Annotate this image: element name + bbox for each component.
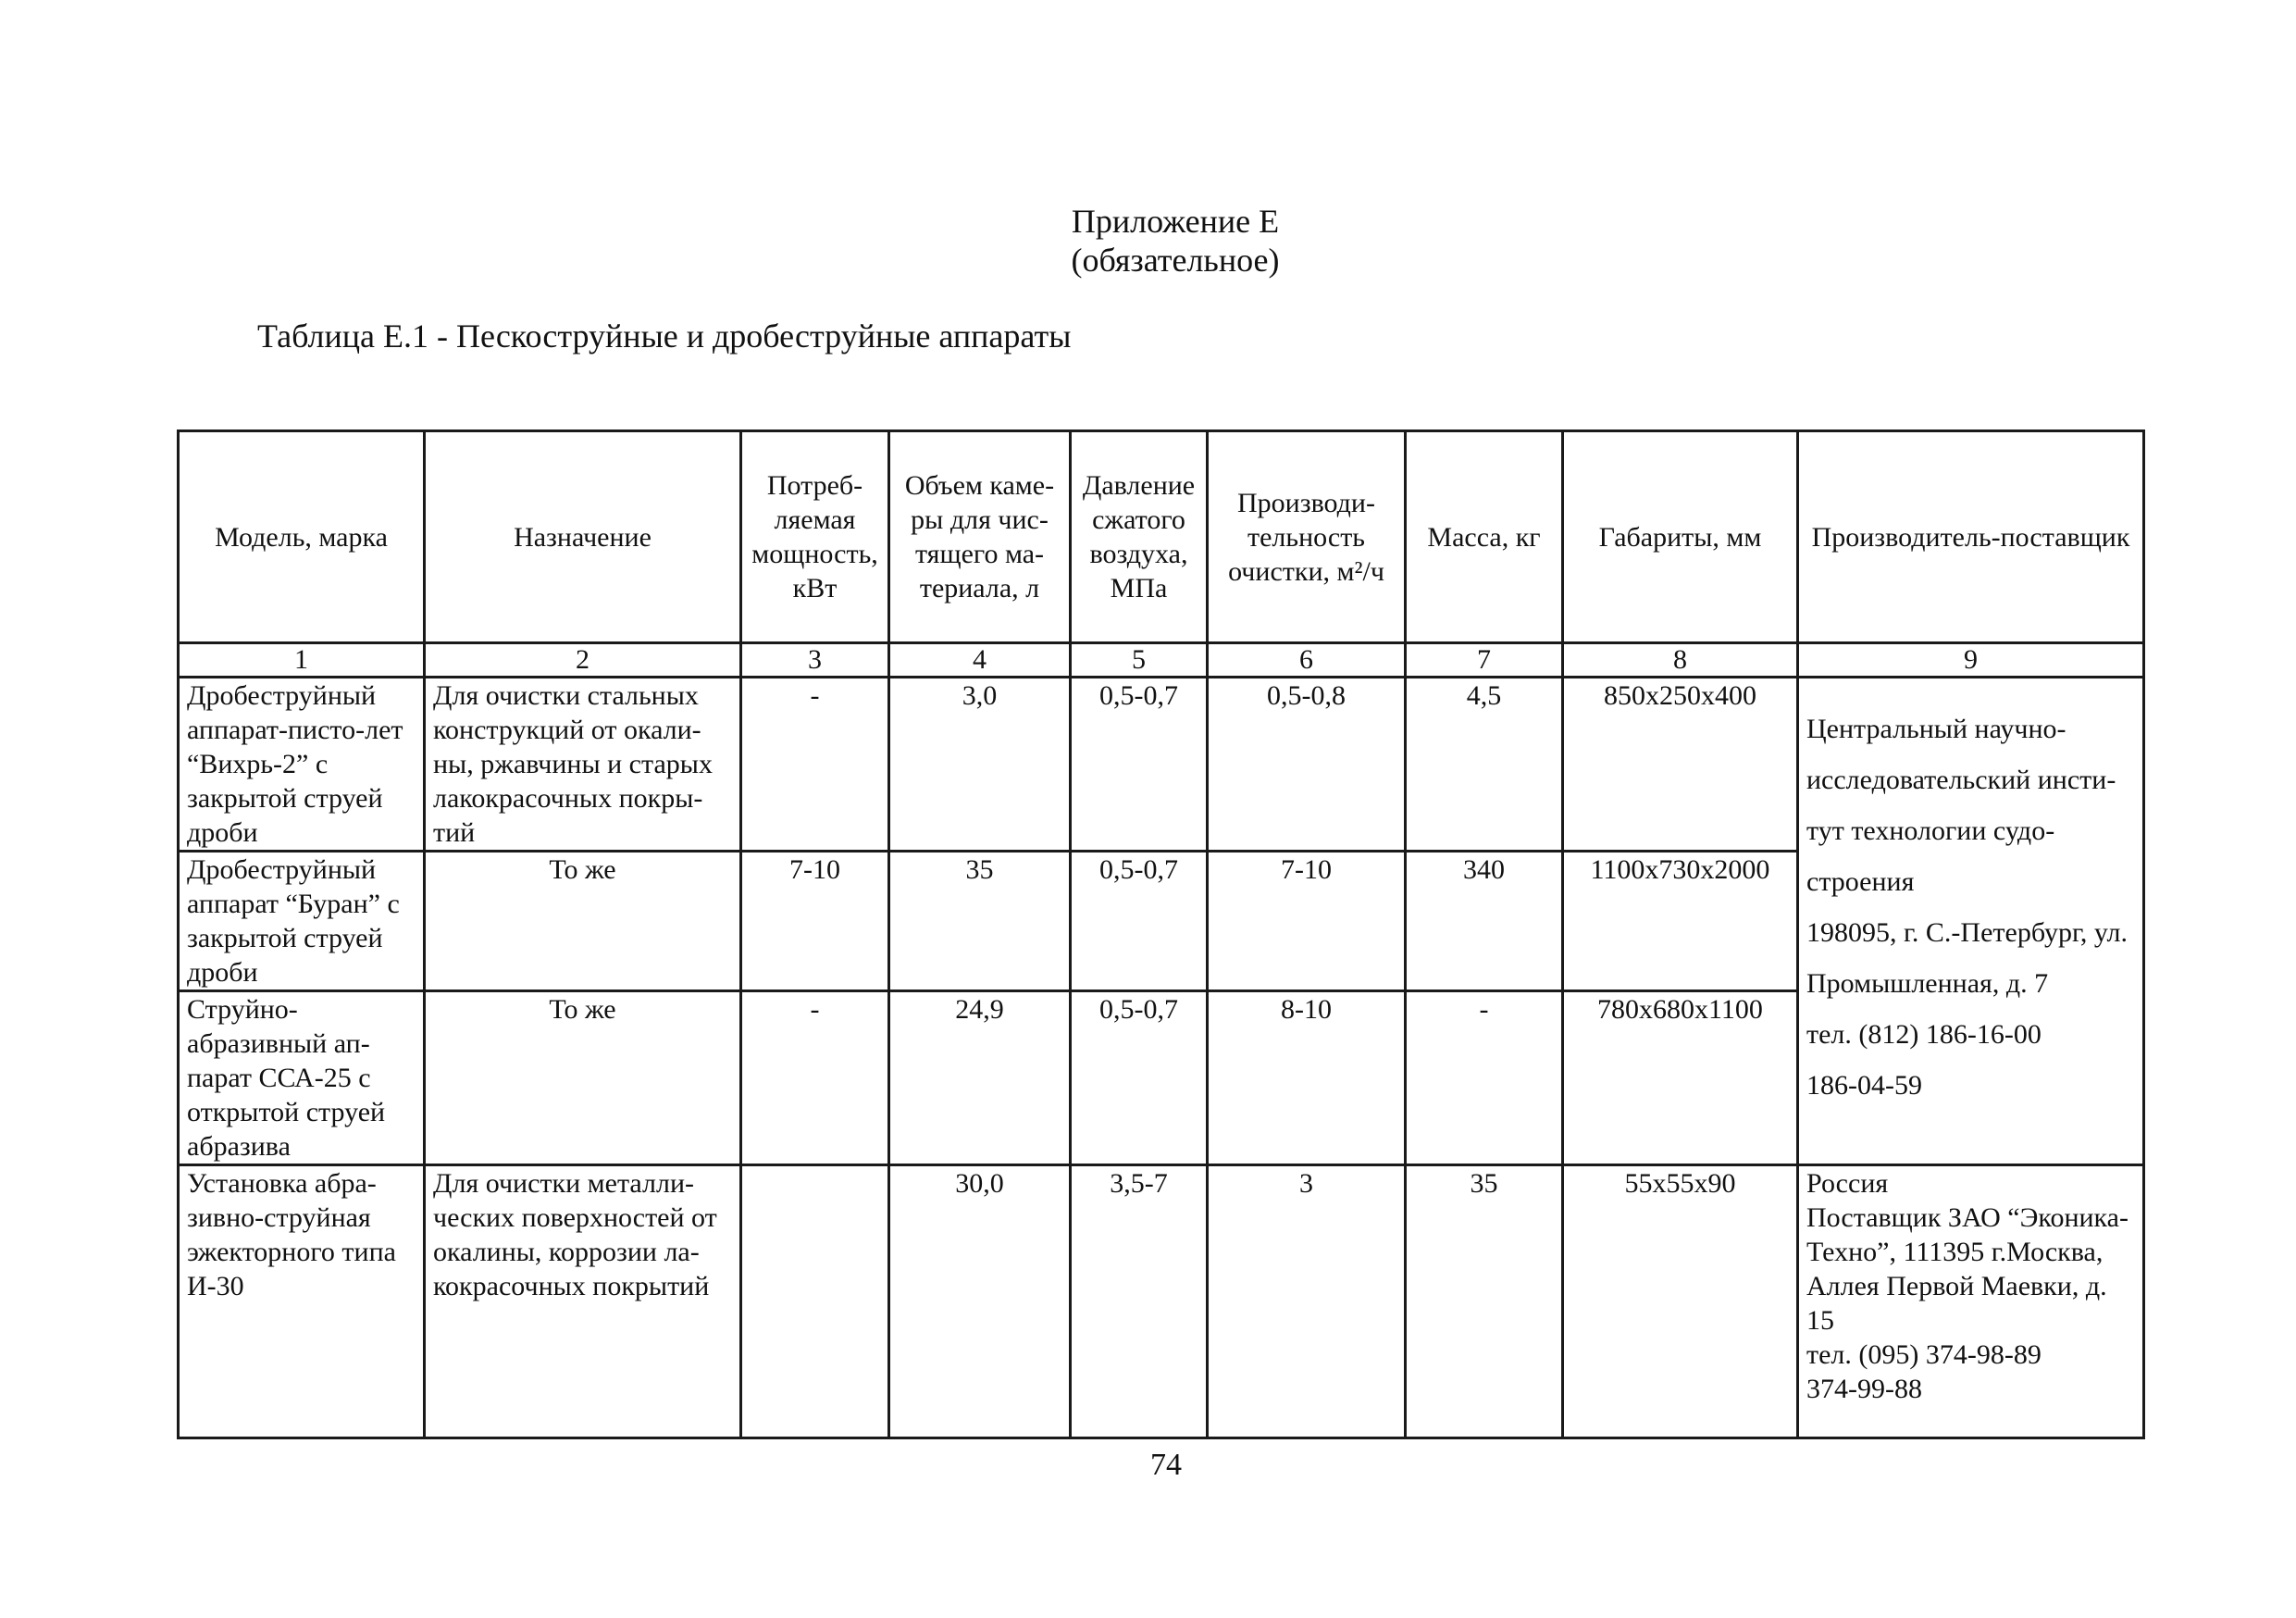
purpose-cell: То же <box>425 852 741 991</box>
productivity-cell: 0,5-0,8 <box>1208 678 1406 852</box>
header-cell: Производи-тельность очистки, м²/ч <box>1208 431 1406 643</box>
supplier-cell <box>1798 1165 2144 1438</box>
table-row <box>179 678 2144 852</box>
column-number-row <box>179 643 2144 678</box>
supplier-line: Центральный научно-исследовательский инсти-тут технологии судо-строения <box>1806 714 2116 897</box>
appendix-heading <box>925 202 1425 280</box>
header-cell: Потреб-ляемая мощность, кВт <box>741 431 889 643</box>
mass-cell: - <box>1406 991 1563 1165</box>
model-cell: Дробеструйный аппарат “Буран” с закрытой струей дроби <box>179 852 425 991</box>
volume-cell: 30,0 <box>889 1165 1071 1438</box>
model-cell: Установка абра-зивно-струйная эжекторного типа И-30 <box>179 1165 425 1438</box>
supplier-line: 186-04-59 <box>1806 1070 1922 1101</box>
purpose-cell: Для очистки металли-ческих поверхностей от окалины, коррозии ла-кокрасочных покрытий <box>425 1165 741 1438</box>
column-number: 9 <box>1798 643 2144 678</box>
appendix-subtitle: (обязательное) <box>1071 242 1280 279</box>
header-cell: Давление сжатого воздуха, МПа <box>1071 431 1208 643</box>
pressure-cell: 0,5-0,7 <box>1071 991 1208 1165</box>
dimensions-cell: 55x55x90 <box>1563 1165 1798 1438</box>
column-number: 2 <box>425 643 741 678</box>
mass-cell: 4,5 <box>1406 678 1563 852</box>
header-cell: Модель, марка <box>179 431 425 643</box>
supplier-line: Поставщик ЗАО “Эконика-Техно”, 111395 г.Москва, Аллея Первой Маевки, д. 15 <box>1806 1202 2128 1336</box>
supplier-line: 374-99-88 <box>1806 1374 1922 1404</box>
column-number: 8 <box>1563 643 1798 678</box>
purpose-cell: То же <box>425 991 741 1165</box>
productivity-cell: 7-10 <box>1208 852 1406 991</box>
column-number: 3 <box>741 643 889 678</box>
model-cell: Дробеструйный аппарат-писто-лет “Вихрь-2” с закрытой струей дроби <box>179 678 425 852</box>
purpose-cell: Для очистки стальных конструкций от окали-ны, ржавчины и старых лакокрасочных покры-тий <box>425 678 741 852</box>
appendix-title: Приложение Е <box>1071 203 1280 240</box>
column-number: 5 <box>1071 643 1208 678</box>
pressure-cell: 0,5-0,7 <box>1071 678 1208 852</box>
column-number: 1 <box>179 643 425 678</box>
table-caption: Таблица Е.1 - Пескоструйные и дробеструйные аппараты <box>257 317 1072 355</box>
dimensions-cell: 850x250x400 <box>1563 678 1798 852</box>
supplier-line: тел. (095) 374-98-89 <box>1806 1339 2042 1370</box>
header-cell: Габариты, мм <box>1563 431 1798 643</box>
dimensions-cell: 780x680x1100 <box>1563 991 1798 1165</box>
power-cell: - <box>741 678 889 852</box>
volume-cell: 35 <box>889 852 1071 991</box>
productivity-cell: 3 <box>1208 1165 1406 1438</box>
header-cell: Производитель-поставщик <box>1798 431 2144 643</box>
volume-cell: 24,9 <box>889 991 1071 1165</box>
volume-cell: 3,0 <box>889 678 1071 852</box>
dimensions-cell: 1100x730x2000 <box>1563 852 1798 991</box>
power-cell <box>741 1165 889 1438</box>
page-number: 74 <box>1150 1448 1182 1482</box>
header-cell: Масса, кг <box>1406 431 1563 643</box>
table-row <box>179 1165 2144 1438</box>
mass-cell: 35 <box>1406 1165 1563 1438</box>
column-number: 6 <box>1208 643 1406 678</box>
pressure-cell: 0,5-0,7 <box>1071 852 1208 991</box>
supplier-cell-merged <box>1798 678 2144 1165</box>
supplier-line: Россия <box>1806 1168 1889 1199</box>
supplier-line: тел. (812) 186-16-00 <box>1806 1019 2042 1050</box>
header-row <box>179 431 2144 643</box>
mass-cell: 340 <box>1406 852 1563 991</box>
model-cell: Струйно-абразивный ап-парат ССА-25 с открытой струей абразива <box>179 991 425 1165</box>
supplier-line: 198095, г. С.-Петербург, ул. Промышленная, д. 7 <box>1806 917 2128 999</box>
equipment-table <box>177 429 2145 1439</box>
header-cell: Назначение <box>425 431 741 643</box>
pressure-cell: 3,5-7 <box>1071 1165 1208 1438</box>
column-number: 4 <box>889 643 1071 678</box>
productivity-cell: 8-10 <box>1208 991 1406 1165</box>
power-cell: 7-10 <box>741 852 889 991</box>
header-cell: Объем каме-ры для чис-тящего ма-териала, л <box>889 431 1071 643</box>
column-number: 7 <box>1406 643 1563 678</box>
power-cell: - <box>741 991 889 1165</box>
